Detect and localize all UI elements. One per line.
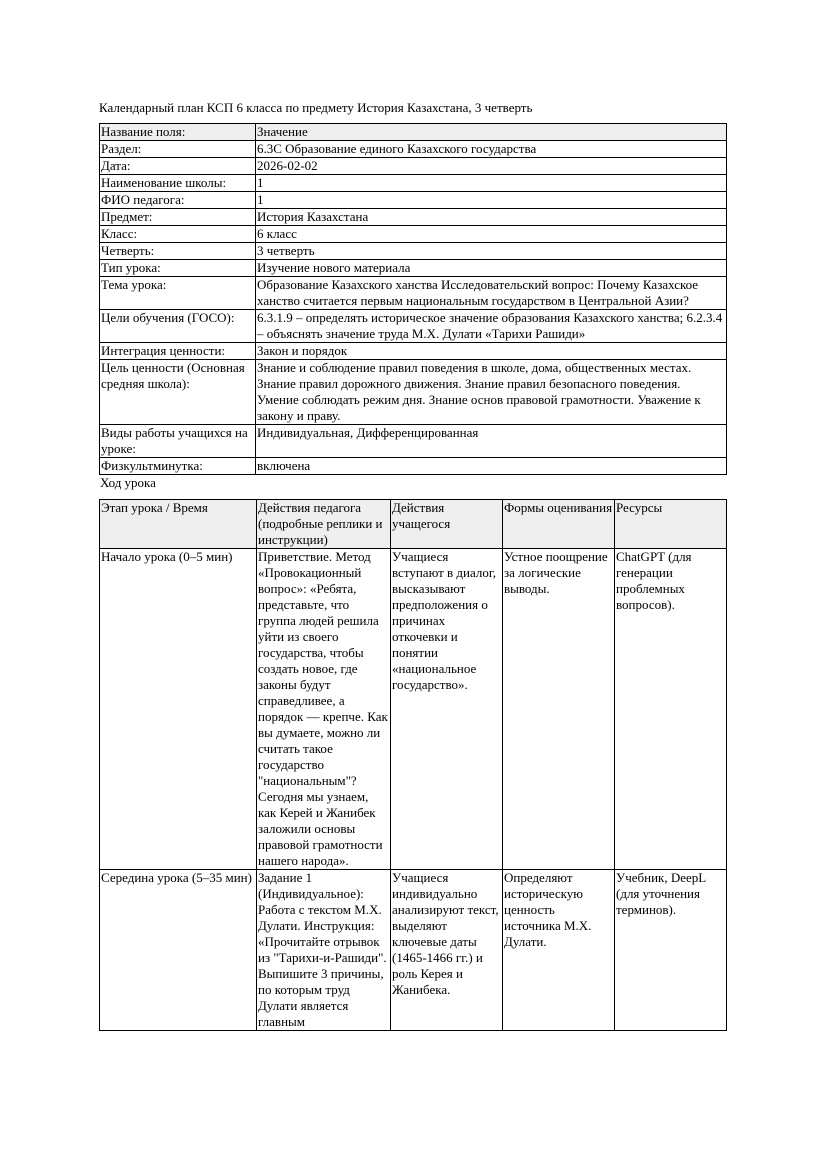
flow-header-assessment: Формы оценивания: [503, 500, 615, 549]
flow-cell-stage: Начало урока (0–5 мин): [100, 549, 257, 870]
info-table-row: [100, 158, 727, 175]
flow-table-row: [100, 870, 727, 1031]
info-header-value: Значение: [256, 124, 727, 141]
info-field-value: Знание и соблюдение правил поведения в школе, дома, общественных местах. Знание правил дорожного движения. Знание правил безопасного поведения. Умение соблюдать режим дня. Знание основ правовой грамотности. Уважение к закону и праву.: [256, 360, 727, 425]
info-table-row: [100, 343, 727, 360]
info-table-row: [100, 458, 727, 475]
info-table-row: [100, 141, 727, 158]
info-field-label: Физкультминутка:: [100, 458, 256, 475]
flow-header-resources: Ресурсы: [615, 500, 727, 549]
flow-cell-teacher: Приветствие. Метод «Провокационный вопрос»: «Ребята, представьте, что группа людей решила уйти из своего государства, чтобы создать новое, где законы будут справедливее, а порядок — крепче. Как вы думаете, можно ли считать такое государство "национальным"? Сегодня мы узнаем, как Керей и Жанибек заложили основы правовой грамотности нашего народа».: [257, 549, 391, 870]
lesson-info-table: [99, 123, 727, 475]
info-field-value: Изучение нового материала: [256, 260, 727, 277]
info-field-label: Предмет:: [100, 209, 256, 226]
info-table-row: [100, 310, 727, 343]
info-field-label: ФИО педагога:: [100, 192, 256, 209]
info-table-row: [100, 360, 727, 425]
info-field-value: Индивидуальная, Дифференцированная: [256, 425, 727, 458]
flow-cell-stage: Середина урока (5–35 мин): [100, 870, 257, 1031]
flow-cell-resources: Учебник, DeepL (для уточнения терминов).: [615, 870, 727, 1031]
info-header-field: Название поля:: [100, 124, 256, 141]
info-field-label: Цель ценности (Основная средняя школа):: [100, 360, 256, 425]
flow-header-teacher: Действия педагога (подробные реплики и инструкции): [257, 500, 391, 549]
flow-table-header-row: [100, 500, 727, 549]
flow-header-student: Действия учащегося: [391, 500, 503, 549]
info-table-header-row: [100, 124, 727, 141]
info-field-value: 6 класс: [256, 226, 727, 243]
flow-header-stage: Этап урока / Время: [100, 500, 257, 549]
lesson-flow-label: Ход урока: [100, 475, 156, 490]
flow-cell-assessment: Устное поощрение за логические выводы.: [503, 549, 615, 870]
info-field-value: 2026-02-02: [256, 158, 727, 175]
info-field-label: Раздел:: [100, 141, 256, 158]
info-field-label: Класс:: [100, 226, 256, 243]
flow-cell-student: Учащиеся индивидуально анализируют текст, выделяют ключевые даты (1465-1466 гг.) и роль Керея и Жанибека.: [391, 870, 503, 1031]
document-title: Календарный план КСП 6 класса по предмету История Казахстана, 3 четверть: [99, 100, 533, 115]
info-table-row: [100, 226, 727, 243]
flow-cell-assessment: Определяют историческую ценность источника М.Х. Дулати.: [503, 870, 615, 1031]
flow-cell-student: Учащиеся вступают в диалог, высказывают предположения о причинах откочевки и понятии «национальное государство».: [391, 549, 503, 870]
info-field-label: Виды работы учащихся на уроке:: [100, 425, 256, 458]
info-field-value: 6.3С Образование единого Казахского государства: [256, 141, 727, 158]
lesson-flow-table: [99, 499, 727, 1031]
info-table-row: [100, 425, 727, 458]
info-table-row: [100, 175, 727, 192]
document-page: [99, 100, 727, 1031]
info-field-value: История Казахстана: [256, 209, 727, 226]
info-field-value: 1: [256, 175, 727, 192]
info-field-label: Тема урока:: [100, 277, 256, 310]
info-table-row: [100, 243, 727, 260]
info-table-row: [100, 209, 727, 226]
info-field-label: Тип урока:: [100, 260, 256, 277]
info-field-value: 6.3.1.9 – определять историческое значение образования Казахского ханства; 6.2.3.4 – объяснять значение труда М.Х. Дулати «Тарихи Рашиди»: [256, 310, 727, 343]
info-table-row: [100, 192, 727, 209]
info-field-label: Интеграция ценности:: [100, 343, 256, 360]
info-field-label: Наименование школы:: [100, 175, 256, 192]
info-field-label: Четверть:: [100, 243, 256, 260]
info-field-label: Цели обучения (ГОСО):: [100, 310, 256, 343]
info-table-row: [100, 277, 727, 310]
flow-cell-resources: ChatGPT (для генерации проблемных вопросов).: [615, 549, 727, 870]
info-field-value: включена: [256, 458, 727, 475]
info-field-value: 3 четверть: [256, 243, 727, 260]
info-field-value: Образование Казахского ханства Исследовательский вопрос: Почему Казахское ханство считается первым национальным государством в Центральной Азии?: [256, 277, 727, 310]
info-field-value: 1: [256, 192, 727, 209]
flow-table-row: [100, 549, 727, 870]
info-field-label: Дата:: [100, 158, 256, 175]
flow-cell-teacher: Задание 1 (Индивидуальное): Работа с текстом М.Х. Дулати. Инструкция: «Прочитайте отрывок из "Тарихи-и-Рашиди". Выпишите 3 причины, по которым труд Дулати является главным: [257, 870, 391, 1031]
info-table-row: [100, 260, 727, 277]
info-field-value: Закон и порядок: [256, 343, 727, 360]
